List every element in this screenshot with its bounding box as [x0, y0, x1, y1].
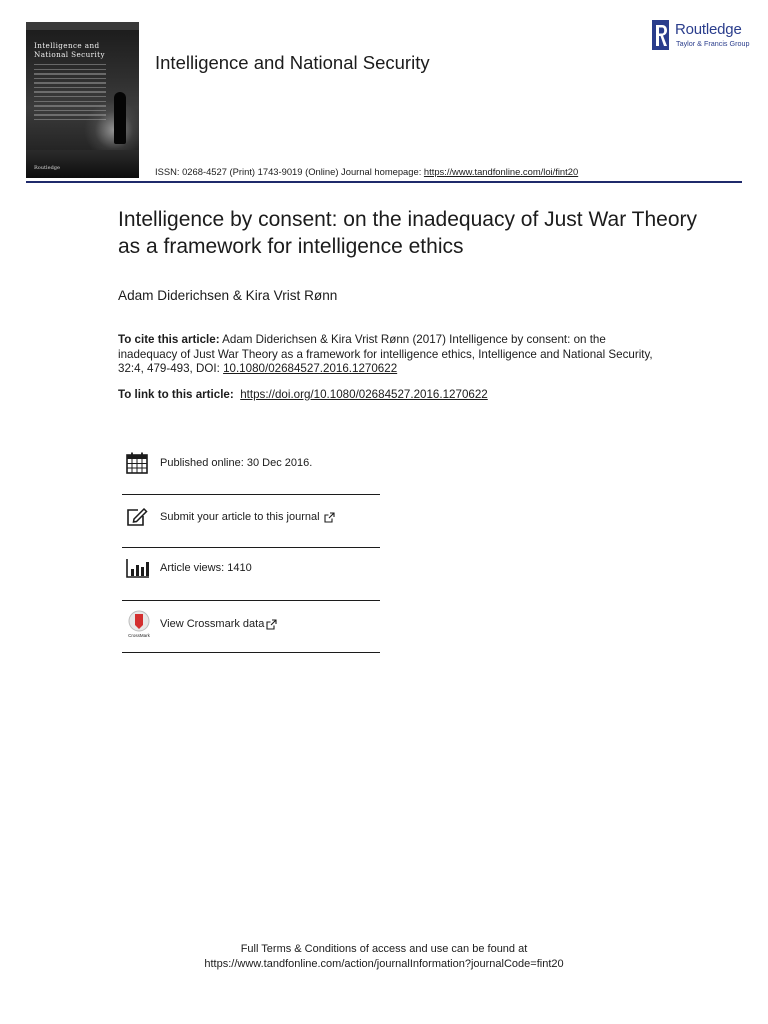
- submit-article-text: Submit your article to this journal: [160, 511, 320, 523]
- submit-article-row[interactable]: [122, 504, 380, 530]
- cover-street: [26, 150, 139, 178]
- crossmark-text: View Crossmark data: [160, 618, 265, 630]
- published-online-row: [122, 450, 380, 476]
- info-divider: [122, 600, 380, 601]
- crossmark-icon: [122, 610, 160, 638]
- crossmark-row[interactable]: [122, 609, 380, 639]
- article-link-label: To link to this article:: [118, 388, 234, 401]
- issn-line: [155, 166, 578, 177]
- crossmark-link[interactable]: [160, 618, 277, 630]
- header-divider: [26, 181, 742, 183]
- external-link-icon: [266, 619, 277, 630]
- article-doi-url-link[interactable]: https://doi.org/10.1080/02684527.2016.1270622: [240, 388, 488, 401]
- info-divider: [122, 494, 380, 495]
- cover-silhouette-figure: [114, 92, 126, 144]
- terms-text: Full Terms & Conditions of access and use can be found at: [240, 943, 528, 955]
- citation-label: To cite this article:: [118, 333, 220, 346]
- routledge-r-logo-icon: [652, 20, 669, 50]
- cover-publisher-mark: Routledge: [34, 165, 60, 171]
- published-online-text: Published online: 30 Dec 2016.: [160, 457, 313, 469]
- journal-cover-image: [26, 22, 139, 178]
- cover-title-line2: National Security: [34, 49, 105, 59]
- publisher-tagline: Taylor & Francis Group: [676, 39, 750, 48]
- info-divider: [122, 652, 380, 653]
- article-views-row: [122, 555, 380, 581]
- article-views-text: Article views: 1410: [160, 562, 252, 574]
- publisher-logo[interactable]: [652, 20, 752, 52]
- article-link-block: [118, 388, 488, 401]
- issn-text: ISSN: 0268-4527 (Print) 1743-9019 (Online) Journal homepage:: [155, 166, 424, 177]
- cover-header-strip: [26, 22, 139, 30]
- publisher-name: Routledge: [675, 21, 742, 38]
- terms-footer: [0, 942, 768, 972]
- journal-title[interactable]: Intelligence and National Security: [155, 52, 430, 73]
- edit-icon: [122, 507, 160, 527]
- article-title: Intelligence by consent: on the inadequacy of Just War Theory as a framework for intelligence ethics: [118, 208, 698, 258]
- citation-text: Adam Diderichsen & Kira Vrist Rønn (2017) Intelligence by consent: on the inadequacy of Just War Theory as a framework for intelligence ethics, Intelligence and National Security, 32:4, 479-493, DOI:: [118, 333, 653, 376]
- terms-url-link[interactable]: https://www.tandfonline.com/action/journalInformation?journalCode=fint20: [204, 958, 564, 970]
- bar-chart-icon: [122, 558, 160, 578]
- info-divider: [122, 547, 380, 548]
- citation-doi-link[interactable]: 10.1080/02684527.2016.1270622: [223, 362, 398, 376]
- submit-article-link[interactable]: [160, 511, 335, 523]
- calendar-icon: [122, 452, 160, 474]
- journal-homepage-link[interactable]: https://www.tandfonline.com/loi/fint20: [423, 166, 579, 177]
- article-authors[interactable]: Adam Diderichsen & Kira Vrist Rønn: [118, 288, 338, 303]
- crossmark-caption: CrossMark: [128, 633, 150, 638]
- cover-title-line1: Intelligence and: [34, 41, 100, 50]
- citation-block: [118, 333, 658, 377]
- external-link-icon: [324, 512, 335, 523]
- cover-title: [34, 42, 134, 59]
